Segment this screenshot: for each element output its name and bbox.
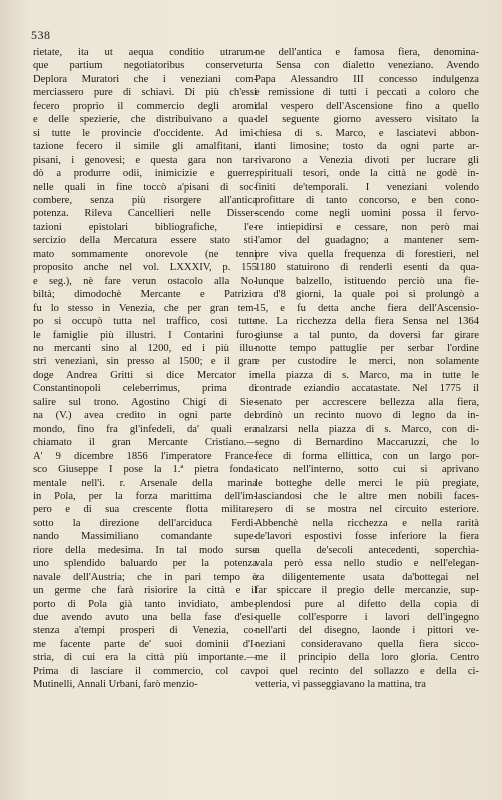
text-line: biltà; dimodochè Mercante e Patrizio bbox=[33, 289, 257, 301]
text-line: far spiccare il pregio delle mercanzie, sup- bbox=[255, 585, 479, 597]
text-line: ta Sensa con dialetto veneziano. Avendo bbox=[255, 60, 479, 72]
text-line: stria, di cui era la città più importante.— bbox=[33, 652, 257, 664]
text-line: vala però essa nello studio e nell'elegan- bbox=[255, 558, 479, 570]
left-column bbox=[33, 46, 257, 692]
text-line: stri veneziani, sin presso al 1500; e il gran bbox=[33, 356, 257, 368]
text-line: de'lavori espostivi fosse inferiore la fiera bbox=[255, 531, 479, 543]
text-line: na (V.) avea credito in ogni parte del bbox=[33, 410, 257, 422]
page-number: 538 bbox=[31, 28, 51, 42]
text-line: finiti de'temporali. I veneziani volendo bbox=[255, 181, 479, 193]
text-line: contrade eziandio accatastate. Nel 1775 il bbox=[255, 383, 479, 395]
text-line: nelle quali in fine toccò a'pisani di soc- bbox=[33, 181, 257, 193]
text-line: e seg.), nè fare verun ostacolo alla No- bbox=[33, 275, 257, 287]
text-line: rivarono a Venezia divoti per lucrare gli bbox=[255, 154, 479, 166]
text-line: segno di Bernardino Maccaruzzi, che lo bbox=[255, 437, 479, 449]
text-line: no mercanti sino al 1200, ed i più illu- bbox=[33, 342, 257, 354]
text-line: in Pola, per la forza marittima dell'im- bbox=[33, 490, 257, 502]
text-line: sero di se mostra nel circuito esteriore. bbox=[255, 504, 479, 516]
text-line: poi quel recinto del sollazzo e della ci- bbox=[255, 665, 479, 677]
text-line: ordinò un recinto nuovo di legno da in- bbox=[255, 410, 479, 422]
text-line: e remissione di tutti i peccati a coloro che bbox=[255, 87, 479, 99]
text-line: me il principio della loro gloria. Centro bbox=[255, 652, 479, 664]
text-line: porto di Pola già tanto invidiato, ambe- bbox=[33, 598, 257, 610]
text-line: salire sul trono. Agostino Chigi di Sie- bbox=[33, 396, 257, 408]
text-line: scendo come negli uomini possa il fervo- bbox=[255, 208, 479, 220]
text-line: vetteria, vi passeggiavano la mattina, tra bbox=[255, 679, 426, 691]
text-line: navale dell'Austria; che in pari tempo è bbox=[33, 571, 257, 583]
text-line: due avendo avuto una bella fase d'esi- bbox=[33, 612, 257, 624]
text-line: sercizio della Mercatura essere stato sti- bbox=[33, 235, 257, 247]
text-line: plendosi pure al difetto della copia di bbox=[255, 598, 479, 610]
text-line: re intiepidirsi e cessare, non però mai bbox=[255, 221, 479, 233]
text-line: ne dell'antica e famosa fiera, denomina- bbox=[255, 47, 479, 58]
text-line: del seguente giorno avessero visitato la bbox=[255, 114, 479, 126]
text-line: sotto la direzione dell'arciduca Ferdi- bbox=[33, 517, 257, 529]
text-line: spirituali tesori, onde la città ne godè in- bbox=[255, 168, 479, 180]
text-line: Deplora Muratori che i veneziani com- bbox=[33, 73, 257, 85]
text-line: quelle coll'esporre i lavori dell'ingegno bbox=[255, 612, 479, 624]
text-line: un germe che farà risiorire la città e il bbox=[33, 585, 257, 597]
text-line: 15, e fu detta anche fiera dell'Ascensio- bbox=[255, 302, 479, 314]
text-line: ne. La ricchezza della fiera Sensa nel 1364 bbox=[255, 316, 479, 328]
text-line: danti limosine; tosto da ogni parte ar- bbox=[255, 141, 479, 153]
text-line: fu lo stesso in Venezia, che per gran tem- bbox=[33, 302, 257, 314]
text-line: le botteghe delle merci le più pregiate, bbox=[255, 477, 479, 489]
text-line: sco Giuseppe I pose la 1.ª pietra fonda- bbox=[33, 464, 257, 476]
text-line: 1180 statuirono di renderli esenti da qua- bbox=[255, 262, 479, 274]
text-line: mato sommamente onorevole (ne tenni bbox=[33, 248, 257, 260]
text-line: nella piazza di s. Marco, ma in tutte le bbox=[255, 369, 479, 381]
text-line: lasciandosi che le altre men nobili faces- bbox=[255, 490, 479, 502]
text-line: Constantinopoli celeberrimus, prima di bbox=[33, 383, 257, 395]
text-line: nando Massimiliano comandante supe- bbox=[33, 531, 257, 543]
text-line: fecero proprio il commercio degli aromi bbox=[33, 100, 257, 112]
text-line: e per custodire le merci, non solamente bbox=[255, 356, 479, 368]
text-line: riore della medesima. In tal modo surse bbox=[33, 544, 257, 556]
text-line: merciassero pure di schiavi. Di più ch'essi bbox=[33, 87, 257, 99]
text-line: nell'arti del disegno, laonde i pittori ve- bbox=[255, 625, 479, 637]
text-line: si tutte le provincie d'occidente. Ad imi- bbox=[33, 127, 257, 139]
text-line: tazione fecero il simile gli amalfitani, i bbox=[33, 141, 257, 153]
text-line: mondo, fino fra gl'infedeli, da' quali era bbox=[33, 423, 257, 435]
text-line: Prima di lasciare il commercio, col cav. bbox=[33, 665, 257, 677]
text-line: mentale nell'i. r. Arsenale della marina bbox=[33, 477, 257, 489]
text-line: que partium negotiatoribus conservetur. bbox=[33, 60, 257, 72]
text-line: rietate, ita ut aequa conditio utrarum- bbox=[33, 47, 257, 58]
text-line: chiesa di s. Marco, e lasciatevi abbon- bbox=[255, 127, 479, 139]
text-line: le famiglie più illustri. I Contarini furo- bbox=[33, 329, 257, 341]
text-line: ticato nell'interno, sotto cui si aprivano bbox=[255, 464, 479, 476]
text-line: e delle spezierie, che distribuivano a qua- bbox=[33, 114, 257, 126]
text-line: pero e di sua crescente flotta militare, bbox=[33, 504, 257, 516]
text-line: A' 9 dicembre 1856 l'imperatore France- bbox=[33, 450, 257, 462]
text-line: Mutinelli, Annali Urbani, farò menzio- bbox=[33, 679, 198, 691]
text-line: pisani, i genovesi; e questa gara non tar- bbox=[33, 154, 257, 166]
text-line: dò a produrre odii, inimicizie e guerre, bbox=[33, 168, 257, 180]
text-line: tazioni epistolari bibliografiche, l'e- bbox=[33, 221, 257, 233]
text-line: doge Andrea Gritti si dice Mercator in bbox=[33, 369, 257, 381]
text-line: l'amor del guadagno; a mantener sem- bbox=[255, 235, 479, 247]
text-line: Abbenchè nella ricchezza e nella rarità bbox=[255, 517, 479, 529]
text-line: pre viva quella frequenza di forestieri, nel bbox=[255, 248, 479, 260]
text-line: potenza. Rileva Cancellieri nelle Disser- bbox=[33, 208, 257, 220]
text-line: a quella de'secoli antecedenti, soperchia- bbox=[255, 544, 479, 556]
text-line: giunse a tal punto, da doversi far girare bbox=[255, 329, 479, 341]
text-line: uno splendido baluardo per la potenza bbox=[33, 558, 257, 570]
text-line: chiamato il gran Mercante Cristiano.— bbox=[33, 437, 257, 449]
text-line: dal vespero dell'Ascensione fino a quello bbox=[255, 100, 479, 112]
text-line: me facente parte de' suoi dominii d'I- bbox=[33, 638, 257, 650]
text-line: nalzarsi nella piazza di s. Marco, con di- bbox=[255, 423, 479, 435]
text-line: proposito anche nel vol. LXXXIV, p. 155 bbox=[33, 262, 257, 274]
text-line: senato per accrescere bellezza alla fiera, bbox=[255, 396, 479, 408]
text-line: lunque balzello, istituendo perciò una fie- bbox=[255, 275, 479, 287]
text-line: stenza a'tempi prosperi di Venezia, co- bbox=[33, 625, 257, 637]
right-column bbox=[255, 46, 479, 692]
text-line: combere, senza più risorgere all'antica bbox=[33, 194, 257, 206]
text-line: profittare di tanto concorso, e ben cono- bbox=[255, 194, 479, 206]
text-line: po si occupò tutta nel traffico, così tutte bbox=[33, 316, 257, 328]
text-line: notte tempo pattuglie per serbar l'ordine bbox=[255, 342, 479, 354]
text-line: Papa Alessandro III concesso indulgenza bbox=[255, 73, 479, 85]
text-line: ra d'8 giorni, la quale poi si prolungò a bbox=[255, 289, 479, 301]
text-line: fece di forma ellittica, con un largo por- bbox=[255, 450, 479, 462]
text-line: neziani consideravano quella fiera sicco- bbox=[255, 638, 479, 650]
text-line: za diligentemente usata da'bottegai nel bbox=[255, 571, 479, 583]
